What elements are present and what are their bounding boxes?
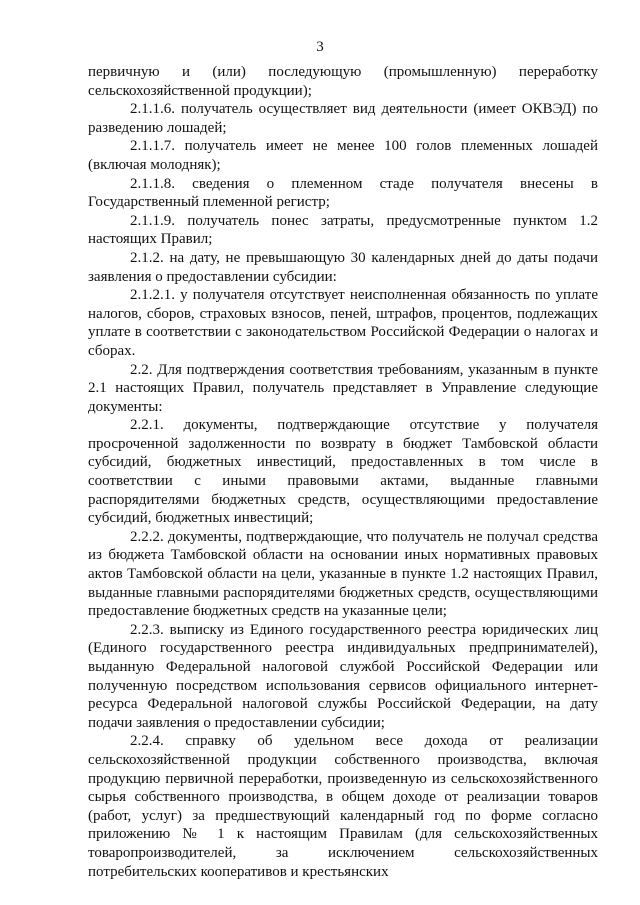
paragraph-2-1-1-9: 2.1.1.9. получатель понес затраты, предусмотренные пунктом 1.2 настоящих Правил;: [88, 212, 598, 248]
paragraph-2-2-1: 2.2.1. документы, подтверждающие отсутствие у получателя просроченной задолженности по возврату в бюджет Тамбовской области субсидий, бюджетных инвестиций, предоставленных в том числе в соответствии с иными правовыми актами, выданные главными распорядителями бюджетных средств, осуществляющими предоставление субсидий, бюджетных инвестиций;: [88, 417, 598, 527]
paragraph-2-1-1-6: 2.1.1.6. получатель осуществляет вид деятельности (имеет ОКВЭД) по разведению лошадей;: [88, 101, 598, 136]
paragraph-2-1-2: 2.1.2. на дату, не превышающую 30 календарных дней до даты подачи заявления о предоставлении субсидии:: [88, 249, 598, 285]
paragraph-2-1-1-8: 2.1.1.8. сведения о племенном стаде получателя внесены в Государственный племенной регистр;: [88, 175, 598, 211]
document-body: [88, 63, 598, 881]
paragraph-2-2: 2.2. Для подтверждения соответствия требованиям, указанным в пункте 2.1 настоящих Правил, получатель представляет в Управление следующие документы:: [88, 361, 598, 415]
paragraph-2-2-4: 2.2.4. справку об удельном весе дохода от реализации сельскохозяйственной продукции собственного производства, включая продукцию первичной переработки, произведенную из сельскохозяйственного сырья собственного производства, в общем доходе от реализации товаров (работ, услуг) за предшествующий календарный год по форме согласно приложению № 1 к настоящим Правилам (для сельскохозяйственных товаропроизводителей, за исключением сельскохозяйственных потребительских кооперативов и крестьянских: [88, 733, 598, 880]
paragraph-continuation: первичную и (или) последующую (промышленную) переработку сельскохозяйственной продукции);: [88, 64, 598, 99]
paragraph-2-1-1-7: 2.1.1.7. получатель имеет не менее 100 голов племенных лошадей (включая молодняк);: [88, 138, 598, 173]
page-number: 3: [316, 39, 324, 55]
paragraph-2-1-2-1: 2.1.2.1. у получателя отсутствует неисполненная обязанность по уплате налогов, сборов, страховых взносов, пеней, штрафов, процентов, подлежащих уплате в соответствии с законодательством Российской Федерации о налогах и сборах.: [88, 287, 598, 359]
paragraph-2-2-2: 2.2.2. документы, подтверждающие, что получатель не получал средства из бюджета Тамбовской области на основании иных нормативных правовых актов Тамбовской области на цели, указанные в пункте 1.2 настоящих Правил, выданные главными распорядителями бюджетных средств, осуществляющими предоставление бюджетных средств на указанные цели;: [88, 528, 598, 620]
paragraph-2-2-3: 2.2.3. выписку из Единого государственного реестра юридических лиц (Единого государственного реестра индивидуальных предпринимателей), выданную Федеральной налоговой службой Российской Федерации или полученную посредством использования сервисов официального интернет-ресурса Федеральной налоговой службы Российской Федерации, на дату подачи заявления о предоставлении субсидии;: [88, 621, 598, 731]
